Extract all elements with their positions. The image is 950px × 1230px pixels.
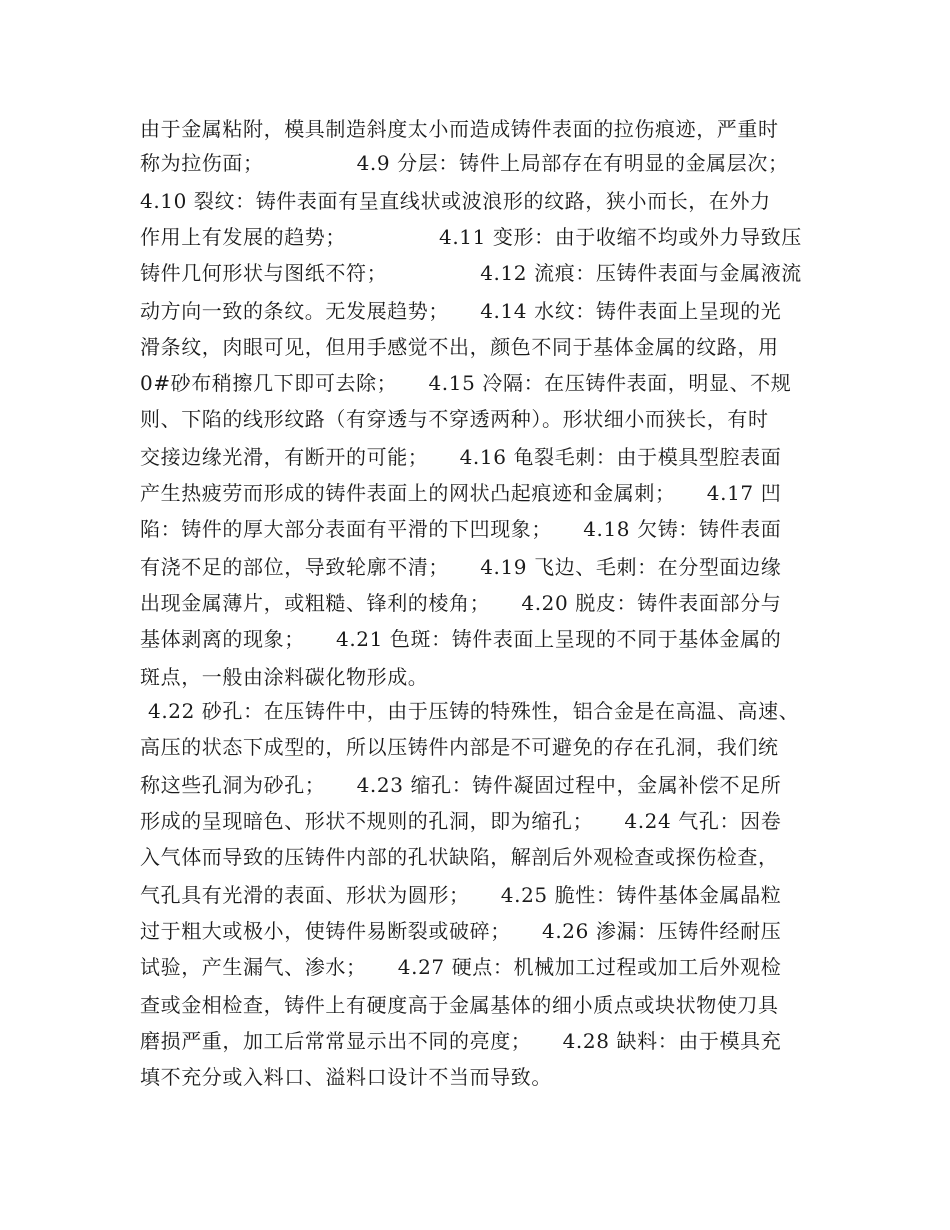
- text-line: 4.22 砂孔：在压铸件中，由于压铸的特殊性，铝合金是在高温、高速、: [148, 699, 800, 723]
- text-line: 动方向一致的条纹。无发展趋势； 4.14 水纹：铸件表面上呈现的光: [140, 299, 782, 323]
- text-line: 0#砂布稍擦几下即可去除； 4.15 冷隔：在压铸件表面，明显、不规: [140, 371, 792, 395]
- text-line: 查或金相检查，铸件上有硬度高于金属基体的细小质点或块状物使刀具: [140, 993, 779, 1017]
- text-line: 有浇不足的部位，导致轮廓不清； 4.19 飞边、毛刺：在分型面边缘: [140, 555, 782, 579]
- text-line: 出现金属薄片，或粗糙、锋利的棱角； 4.20 脱皮：铸件表面部分与: [140, 591, 782, 615]
- text-line: 高压的状态下成型的，所以压铸件内部是不可避免的存在孔洞，我们统: [140, 735, 779, 759]
- text-line: 填不充分或入料口、溢料口设计不当而导致。: [140, 1065, 552, 1089]
- text-line: 磨损严重，加工后常常显示出不同的亮度； 4.28 缺料：由于模具充: [140, 1029, 782, 1053]
- text-line: 则、下陷的线形纹路（有穿透与不穿透两种）。形状细小而狭长，有时: [140, 407, 769, 431]
- text-line: 产生热疲劳而形成的铸件表面上的网状凸起痕迹和金属刺； 4.17 凹: [140, 481, 782, 505]
- text-line: 入气体而导致的压铸件内部的孔状缺陷，解剖后外观检查或探伤检查，: [140, 845, 779, 869]
- text-line: 称为拉伤面； 4.9 分层：铸件上局部存在有明显的金属层次；: [140, 151, 789, 175]
- text-line: 斑点，一般由涂料碳化物形成。: [140, 665, 429, 689]
- text-line: 陷：铸件的厚大部分表面有平滑的下凹现象； 4.18 欠铸：铸件表面: [140, 517, 782, 541]
- text-line: 称这些孔洞为砂孔； 4.23 缩孔：铸件凝固过程中，金属补偿不足所: [140, 773, 782, 797]
- text-line: 滑条纹，肉眼可见，但用手感觉不出，颜色不同于基体金属的纹路，用: [140, 335, 779, 359]
- text-line: 气孔具有光滑的表面、形状为圆形； 4.25 脆性：铸件基体金属晶粒: [140, 883, 782, 907]
- text-line: 铸件几何形状与图纸不符； 4.12 流痕：压铸件表面与金属液流: [140, 261, 802, 285]
- text-line: 形成的呈现暗色、形状不规则的孔洞，即为缩孔； 4.24 气孔：因卷: [140, 809, 782, 833]
- text-line: 试验，产生漏气、渗水； 4.27 硬点：机械加工过程或加工后外观检: [140, 955, 782, 979]
- text-line: 作用上有发展的趋势； 4.11 变形：由于收缩不均或外力导致压: [140, 225, 802, 249]
- text-line: 过于粗大或极小，使铸件易断裂或破碎； 4.26 渗漏：压铸件经耐压: [140, 919, 782, 943]
- text-line: 交接边缘光滑，有断开的可能； 4.16 龟裂毛刺：由于模具型腔表面: [140, 445, 782, 469]
- text-line: 4.10 裂纹：铸件表面有呈直线状或波浪形的纹路，狭小而长，在外力: [140, 189, 771, 213]
- text-line: 由于金属粘附，模具制造斜度太小而造成铸件表面的拉伤痕迹，严重时: [140, 117, 779, 141]
- text-line: 基体剥离的现象； 4.21 色斑：铸件表面上呈现的不同于基体金属的: [140, 627, 782, 651]
